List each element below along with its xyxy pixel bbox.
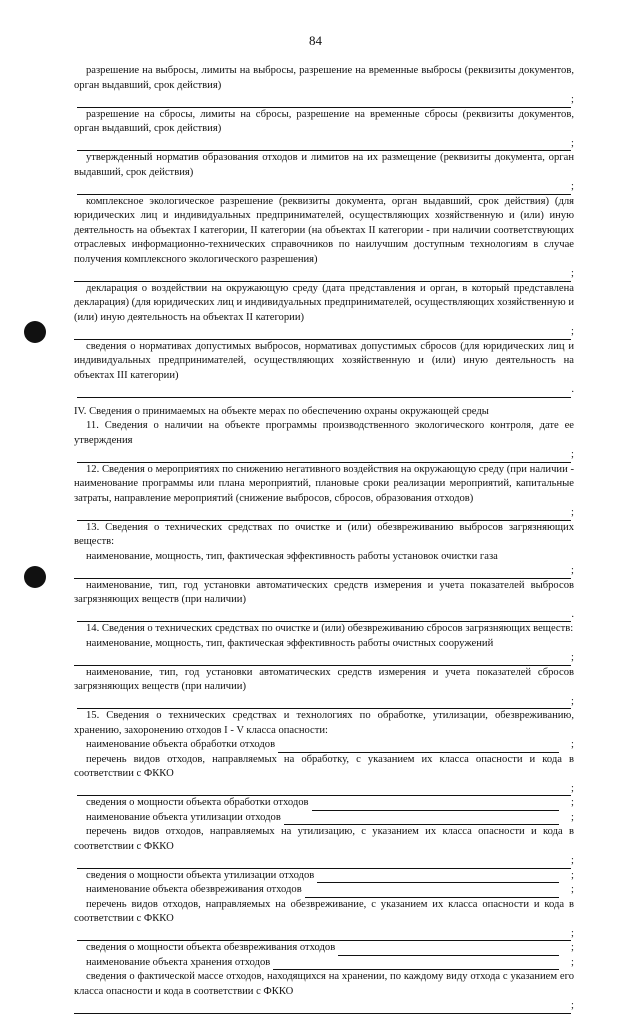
paragraph-waste-norm: утвержденный норматив образования отходов и лимитов на их размещение (реквизиты документа, орган выдавший, срок действия) — [74, 152, 574, 178]
fill-line: ; — [74, 180, 574, 195]
punch-hole-top — [24, 321, 46, 343]
paragraph-emissions-permit: разрешение на выбросы, лимиты на выбросы, разрешение на временные выбросы (реквизиты документов, орган выдавший, срок действия) — [74, 65, 574, 91]
paragraph-declaration: декларация о воздействии на окружающую среду (дата представления и орган, в который представлена декларация) (для юридических лиц и индивидуальных предпринимателей, осуществляющих хозяйственную и (или) иную деятельность на объектах II категории) — [74, 282, 574, 323]
paragraph-13: 13. Сведения о технических средствах по очистке и (или) обезвреживанию выбросов загрязняющих веществ: — [74, 521, 574, 547]
paragraph-15h: перечень видов отходов, направляемых на обезвреживание, с указанием их класса опасности и кода в соответствии с ФККО — [74, 898, 574, 924]
paragraph-12: 12. Сведения о мероприятиях по снижению негативного воздействия на окружающую среду (при наличии - наименование программы или плана мероприятий, плановые сроки реализации мероприятий, капитальные затраты, направление мероприятий (снижение выбросов, сбросов, образования отходов) — [74, 463, 574, 504]
section-iv-heading: IV. Сведения о принимаемых на объекте мерах по обеспечению охраны окружающей среды — [74, 405, 489, 417]
line-15d: наименование объекта утилизации отходов ; — [74, 811, 574, 826]
paragraph-13b: наименование, тип, год установки автоматических средств измерения и учета показателей выбросов загрязняющих веществ (при наличии) — [74, 579, 574, 605]
fill-line: ; — [74, 999, 574, 1014]
line-15g: наименование объекта обезвреживания отходов ; — [74, 883, 574, 898]
paragraph-14b: наименование, тип, год установки автоматических средств измерения и учета показателей сбросов загрязняющих веществ (при наличии) — [74, 666, 574, 692]
paragraph-15k: сведения о фактической массе отходов, находящихся на хранении, по каждому виду отхода с указанием его класса опасности и кода в соответствии с ФККО — [74, 971, 574, 997]
paragraph-15b: перечень видов отходов, направляемых на обработку, с указанием их класса опасности и кода в соответствии с ФККО — [74, 753, 574, 779]
fill-line: . — [74, 383, 574, 398]
fill-line: ; — [74, 448, 574, 463]
fill-line: ; — [74, 506, 574, 521]
fill-line: . — [74, 608, 574, 623]
paragraph-13a: наименование, мощность, тип, фактическая эффективность работы установок очистки газа — [86, 550, 498, 562]
line-15i: сведения о мощности объекта обезвреживания отходов ; — [74, 941, 574, 956]
fill-line: ; — [74, 782, 574, 797]
fill-line: ; — [74, 93, 574, 108]
fill-line: ; — [74, 267, 574, 282]
paragraph-11: 11. Сведения о наличии на объекте программы производственного экологического контроля, дате ее утверждения — [74, 420, 574, 446]
paragraph-14: 14. Сведения о технических средствах по очистке и (или) обезвреживанию сбросов загрязняющих веществ: — [86, 623, 574, 634]
fill-line: ; — [74, 695, 574, 710]
paragraph-complex-permit: комплексное экологическое разрешение (реквизиты документа, орган выдавший, срок действия) (для юридических лиц и индивидуальных предпринимателей, осуществляющих хозяйственную и (или) иную деятельность на объектах I категории, II категории (на объектах II категории - при наличии соответствующих отраслевых информационно-технических справочников по наилучшим доступным технологиям в случае получения комплексного экологического разрешения) — [74, 195, 574, 265]
paragraph-15: 15. Сведения о технических средствах и технологиях по обработке, утилизации, обезвреживанию, хранению, захоронению отходов I - V класса опасности: — [74, 710, 574, 736]
paragraph-14a: наименование, мощность, тип, фактическая эффективность работы очистных сооружений — [86, 637, 494, 649]
page-number: 84 — [309, 33, 322, 48]
fill-line: ; — [74, 137, 574, 152]
line-15f: сведения о мощности объекта утилизации отходов ; — [74, 869, 574, 884]
document-body — [74, 64, 574, 1014]
paragraph-norms-category-3: сведения о нормативах допустимых выбросов, нормативах допустимых сбросов (для юридических лиц и индивидуальных предпринимателей, осуществляющих хозяйственную и (или) иную деятельность на объектах III категории) — [74, 340, 574, 381]
paragraph-15e: перечень видов отходов, направляемых на утилизацию, с указанием их класса опасности и кода в соответствии с ФККО — [74, 826, 574, 852]
fill-line: ; — [74, 564, 574, 579]
fill-line: ; — [74, 927, 574, 942]
fill-line: ; — [74, 651, 574, 666]
line-15a: наименование объекта обработки отходов ; — [74, 738, 574, 753]
line-15c: сведения о мощности объекта обработки отходов ; — [74, 796, 574, 811]
punch-hole-bottom — [24, 566, 46, 588]
fill-line: ; — [74, 325, 574, 340]
fill-line: ; — [74, 854, 574, 869]
paragraph-discharges-permit: разрешение на сбросы, лимиты на сбросы, разрешение на временные сбросы (реквизиты документов, орган выдавший, срок действия) — [74, 108, 574, 134]
line-15j: наименование объекта хранения отходов ; — [74, 956, 574, 971]
